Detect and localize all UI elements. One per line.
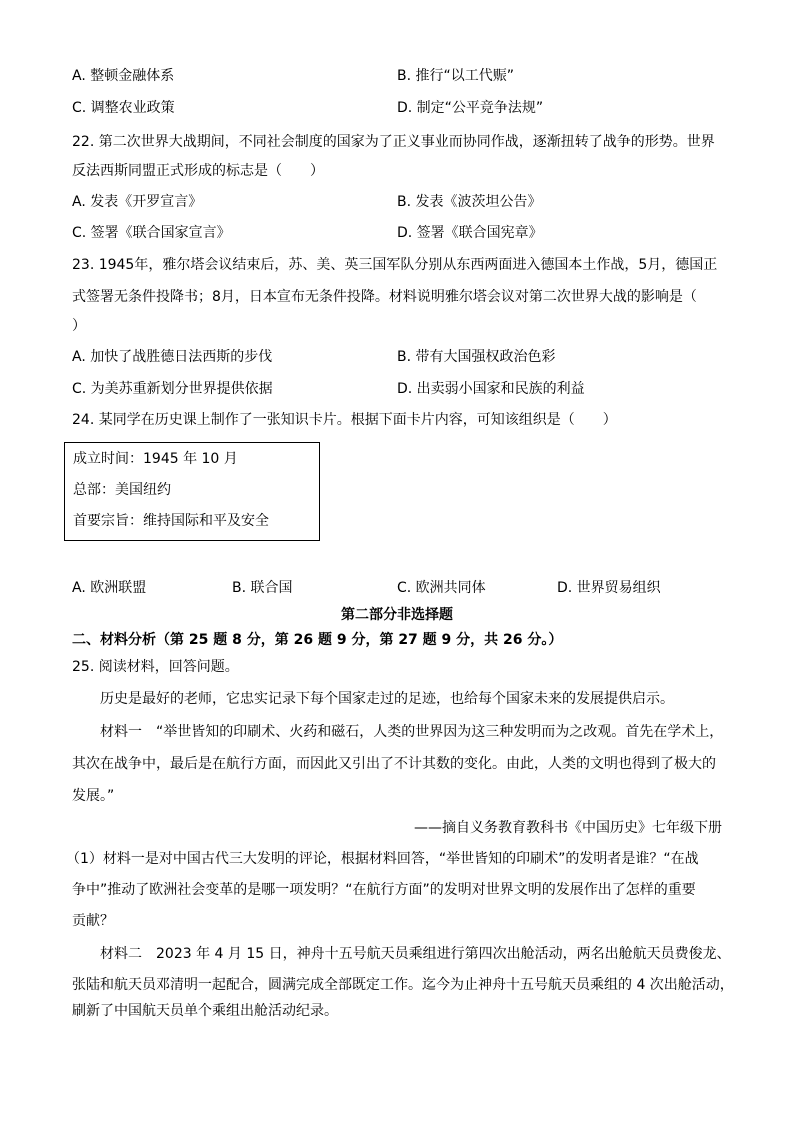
option-b: B. 联合国 — [232, 580, 293, 596]
question-stem: 23. 1945年，雅尔塔会议结束后，苏、美、英三国军队分别从东西两面进入德国本土作战，5月，德国正 — [72, 257, 718, 273]
section-heading: 二、材料分析（第 25 题 8 分，第 26 题 9 分，第 27 题 9 分，共 26 分。） — [72, 632, 563, 648]
option-b: B. 推行“以工代赈” — [397, 68, 515, 84]
material-1: 其次在战争中，最后是在航行方面，而因此又引出了不计其数的变化。由此，人类的文明也得到了极大的 — [72, 756, 716, 772]
option-a: A. 加快了战胜德日法西斯的步伐 — [72, 349, 273, 365]
knowledge-card — [64, 442, 320, 541]
option-c: C. 调整农业政策 — [72, 100, 175, 116]
card-line: 成立时间：1945 年 10 月 — [73, 451, 238, 467]
intro-paragraph: 历史是最好的老师，它忠实记录下每个国家走过的足迹，也给每个国家未来的发展提供启示。 — [100, 691, 674, 707]
card-line: 首要宗旨：维持国际和平及安全 — [73, 513, 269, 529]
sub-question-1: 争中”推动了欧洲社会变革的是哪一项发明？“在航行方面”的发明对世界文明的发展作出了怎样的重要 — [72, 882, 696, 898]
sub-question-1: 贡献？ — [72, 913, 114, 929]
material-2: 刷新了中国航天员单个乘组出舱活动纪录。 — [72, 1003, 338, 1019]
option-c: C. 为美苏重新划分世界提供依据 — [72, 381, 273, 397]
question-stem: 式签署无条件投降书；8月，日本宣布无条件投降。材料说明雅尔塔会议对第二次世界大战的影响是（ — [72, 289, 697, 305]
sub-question-1: （1）材料一是对中国古代三大发明的评论，根据材料回答，“举世皆知的印刷术”的发明者是谁？“在战 — [66, 851, 699, 867]
question-stem: 24. 某同学在历史课上制作了一张知识卡片。根据下面卡片内容，可知该组织是（ ） — [72, 412, 617, 428]
option-c: C. 欧洲共同体 — [397, 580, 486, 596]
question-stem: 25. 阅读材料，回答问题。 — [72, 659, 239, 675]
material-2: 张陆和航天员邓清明一起配合，圆满完成全部既定工作。迄今为止神舟十五号航天员乘组的 4 次出舱活动， — [72, 977, 734, 993]
option-d: D. 制定“公平竞争法规” — [397, 100, 544, 116]
part-title: 第二部分非选择题 — [341, 607, 453, 623]
source-citation: ——摘自义务教育教科书《中国历史》七年级下册 — [414, 820, 722, 836]
option-d: D. 世界贸易组织 — [557, 580, 661, 596]
card-line: 总部：美国纽约 — [73, 482, 171, 498]
material-1: 材料一 “举世皆知的印刷术、火药和磁石，人类的世界因为这三种发明而为之改观。首先在学术上， — [100, 724, 724, 740]
question-stem: 22. 第二次世界大战期间，不同社会制度的国家为了正义事业而协同作战，逐渐扭转了战争的形势。世界 — [72, 134, 715, 150]
option-b: B. 带有大国强权政治色彩 — [397, 349, 556, 365]
option-b: B. 发表《波茨坦公告》 — [397, 194, 542, 210]
option-d: D. 签署《联合国宪章》 — [397, 225, 543, 241]
question-stem: 反法西斯同盟正式形成的标志是（ ） — [72, 163, 324, 179]
option-a: A. 发表《开罗宣言》 — [72, 194, 203, 210]
material-1: 发展。” — [72, 788, 115, 804]
material-2: 材料二 2023 年 4 月 15 日，神舟十五号航天员乘组进行第四次出舱活动，两名出舱航天员费俊龙、 — [100, 946, 731, 962]
question-stem: ） — [72, 318, 86, 334]
option-d: D. 出卖弱小国家和民族的利益 — [397, 381, 585, 397]
option-a: A. 欧洲联盟 — [72, 580, 147, 596]
option-a: A. 整顿金融体系 — [72, 68, 175, 84]
option-c: C. 签署《联合国家宣言》 — [72, 225, 231, 241]
